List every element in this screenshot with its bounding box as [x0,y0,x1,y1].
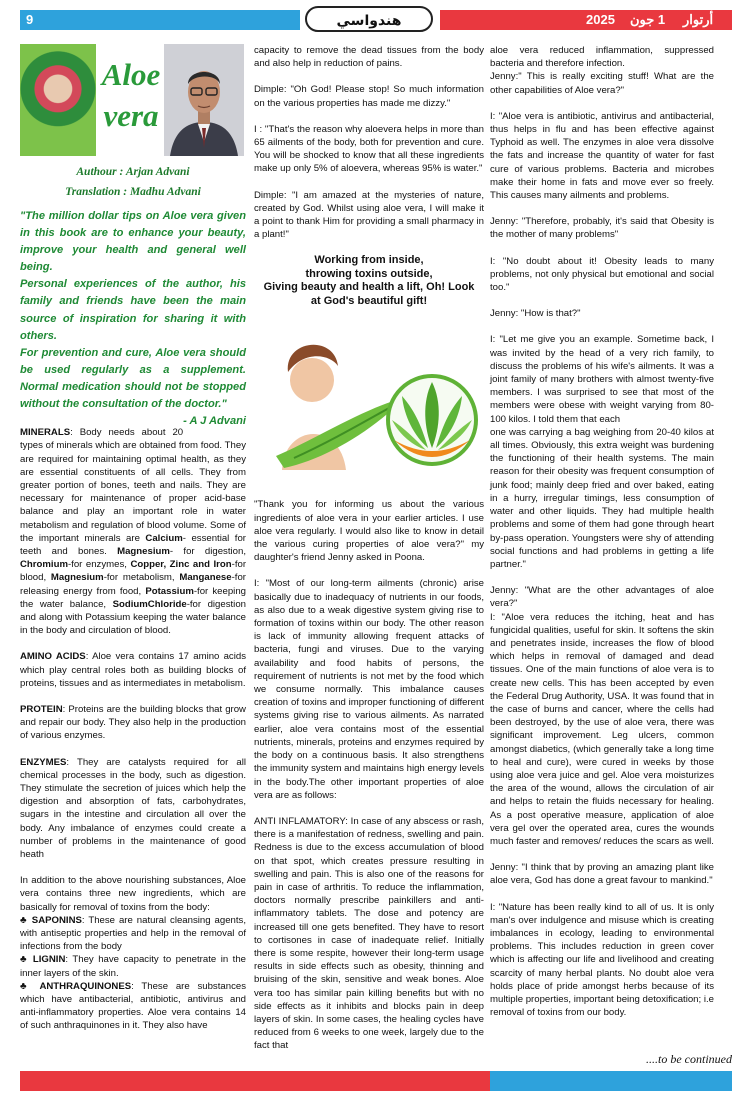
col3-paragraph: I: "No doubt about it! Obesity leads to many problems, not only physical but emotional and social too." [490,255,714,294]
page-header [0,0,750,42]
aloe-flower-photo [20,44,96,156]
aloe-illustration [254,320,484,480]
addition-paragraph: In addition to the above nourishing substances, Aloe vera contains three new ingredients, which are basically for removal of toxins from the body: [20,875,246,913]
col3-paragraph: I: "Aloe vera reduces the itching, heat and has fungicidal qualities, useful for skin. It softens the skin and penetrates inside, increases the flow of blood which helps in removal of damaged and dead tissues. One of the main functions of aloe vera is to create new cells. This has been accepted by even the Federal Drug Authority, USA. It was found that in the case of burns and cancer, where the cells had been destroyed, by the use of aloe vera, there was significant improvement. Leg ulcers, common amongst diabetics, (which generally take a long time to heal and cure), were cured in weeks by those using aloe vera juice and gel. Aloe vera moisturizes the area of the wound, allows the circulation of air and helps to retain the fluids necessary for healing. As a post operative measure, application of aloe vera gel over the operated area, cures the wounds much faster and removes/ reduces the scars as well. [490,611,714,847]
article-title [100,54,162,136]
col3-paragraph: aloe vera reduced inflammation, suppressed bacteria and therefore infection. [490,45,714,70]
quote-signature: - A J Advani [183,415,246,428]
col2-paragraph: capacity to remove the dead tissues from the body and also help in reduction of pains. [254,45,484,70]
col2-paragraph: ANTI INFLAMATORY: In case of any abscess or rash, there is a manifestation of redness, swelling and pain. Redness is due to the excess accumulation of blood on that spot, which creates pressure resulting in swelling and pain. This is also one of the reasons for pain in case of arthritis. To reduce the inflammation, doctors normally prescribe painkillers and anti-inflammatory tablets. The dose and potency are increased till one gets benefited. They have to resort to cortisones in case of inadequate relief. Initially there is some respite, however their long-term usage results in side effects such as obesity, thinning and bruising of the skin, sensitive and weak bones. Aloe vera too has similar pain killing benefits but with no side effects as it inhibits and blocks pain in deep layers of skin. In some cases, the healing cycles have reduced from 6 weeks to one week, largely due to the fact that [254,815,484,1052]
col3-paragraph: I: "Aloe vera is antibiotic, antivirus and antibacterial, thus helps in flu and has been effective against Typhoid as well. The enzymes in aloe vera dissolve the fats and increase the quantity of water for fast cure of various problems. Bacteria and microbes make their home in fats and move ever so freely. This causes many ailments and problems. [490,110,714,202]
club-bullet-icon: ♣ [20,980,32,992]
header-bar-left [20,10,300,30]
protein-paragraph: PROTEIN: Proteins are the building blocks that grow and repair our body. They also help in the production of various enzymes. [20,703,246,742]
footer-bar-left [20,1071,490,1091]
col2-paragraph: I : "That's the reason why aloevera helps in more than 65 ailments of the body, both for prevention and cure. You will be shocked to know that all these ingredients make up only 5% of aloevera, whereas 95% is water." [254,123,484,175]
header-day-month: 1 جون [630,12,666,27]
col3-paragraph: Jenny: "I think that by proving an amazing plant like aloe vera, God has done a great favour to mankind." [490,862,714,887]
col3-paragraph: Jenny:" This is really exciting stuff! What are the other capabilities of Aloe vera?" [490,71,714,96]
amino-acids-paragraph: AMINO ACIDS: Aloe vera contains 17 amino acids which play central roles both as building blocks of proteins, tissues and as intermediates in metabolism. [20,651,246,689]
col2-paragraph: I: "Most of our long-term ailments (chronic) arise basically due to inadequacy of nutrients in our foods, as also due to a weak digestive system giving rise to formation of toxins within our body. The other reason is lack of immunity allowing frequent attacks of bacteria, fungi and viruses. Due to the varying availability and food habits of persons, the requirement of nutrients is not met by the food which we consume normally. This imbalance causes creation of toxins and improper functioning of different systems giving rise to various ailments. As narrated earlier, aloe vera contains most of the essential nutrients, minerals, proteins and enzymes required by the body on a continuous basis. It also strengthens the immunity system and maintains high energy levels in the body.The other important properties of aloe vera are as follows: [254,578,484,801]
newspaper-logo: هندواسي [305,6,433,32]
author-line: Authour : Arjan Advani [76,166,190,178]
col3-paragraph: I: "Nature has been really kind to all of us. It is only man's over indulgence and misuse which is creating imbalances in ecology, leading to environmental problems. This includes reduction in green cover which is affecting our life and livelihood and creating scarcity of many herbal plants. No doubt aloe vera holds place of pride amongst herbs because of its multiple properties, important being detoxification; i.e removal of toxins from our body. [490,901,714,1019]
intro-quote-3: For prevention and cure, Aloe vera should be used regularly as a supplement. Normal medication should not be stopped without the consultation of the doctor." - A J Advani [20,345,246,413]
pull-headline: Working from inside, throwing toxins outside, Giving beauty and health a lift, Oh! Look at God's beautiful gift! [263,254,475,307]
lignin-item: ♣ LIGNIN: They have capacity to penetrate in the inner layers of the skin. [20,954,246,979]
page-number: 9 [26,12,34,27]
title-line-2: vera [103,98,159,133]
title-line-1: Aloe [101,57,161,92]
header-weekday: أرتوار [683,12,714,27]
woman-aloe-leaf-icon [254,320,484,480]
translator-line: Translation : Madhu Advani [65,186,201,198]
col3-paragraph: Jenny: "What are the other advantages of aloe vera?" [490,585,714,610]
minerals-paragraph: MINERALS: Body needs about 20 types of minerals which are obtained from food. They are required for maintaining optimal health, as they are essential constituents of all cells. They from greater portion of bones, teeth and nails. They are necessary for maintenance of proper acid-base balance and play an important role in water metabolism and regulation of blood volume. Some of the important minerals are Calcium- essential for teeth and bones. Magnesium- for digestion, Chromium-for enzymes, Copper, Zinc and Iron-for blood, Magnesium-for metabolism, Manganese-for releasing energy from food, Potassium-for keeping the water balance, SodiumChloride-for digestion and along with Potassium keeping the water balance in the body and circulation of blood. [20,427,247,637]
col2-paragraph: Dimple: "Oh God! Please stop! So much information on the various properties has made me dizzy." [254,84,484,109]
club-bullet-icon: ♣ [20,914,28,926]
saponins-item: ♣ SAPONINS: These are natural cleansing agents, with antiseptic properties and help in the removal of infections from the body [20,914,246,953]
column-2 [254,44,484,1066]
col3-paragraph: I: "Let me give you an example. Sometime back, I was invited by the head of a very rich family, to discuss the problems of his wife's ailments. It was a joint family of many brothers with almost twenty-five members. I was surprised to see that most of the members were obese with weight varying from 80-100 kilos. I told them that each [490,334,714,425]
col2-paragraph: Dimple: "I am amazed at the mysteries of nature, created by God. Whilst using aloe vera, I will make it a point to thank Him for providing a small pharmacy in a plant!" [254,189,484,241]
anthraquinones-item: ♣ ANTHRAQUINONES: These are substances which have antibacterial, antibiotic, antivirus and anti-inflammatory properties. Aloe vera contains 14 of such anthraquinones in it. They also have [20,980,246,1032]
col2-paragraph: "Thank you for informing us about the various ingredients of aloe vera in your earlier articles. I use aloe vera regularly. I would also like to know in detail the various curing properties of aloe vera?" my daughter's friend Jenny asked in Poona. [254,499,484,564]
club-bullet-icon: ♣ [20,954,29,966]
to-be-continued: ....to be continued [646,1052,732,1066]
header-year: 2025 [586,12,615,27]
credits [20,162,246,202]
enzymes-paragraph: ENZYMES: They are catalysts required for all chemical processes in the body, such as digestion. They stimulate the secretion of juices which help the digestion and absorption of fats, carbohydrates, sugars in the intestine and circulation all over the body. Any imbalance of enzymes could create a number of problems in the maintenance of good heath [20,756,246,861]
col3-paragraph: Jenny: "Therefore, probably, it's said that Obesity is the mother of many problems" [490,216,714,241]
footer-bar-right [490,1071,732,1091]
intro-quote-1: "The million dollar tips on Aloe vera given in this book are to enhance your beauty, improve your health and general well being. [20,210,246,274]
intro-quote-2: Personal experiences of the author, his family and friends have been the main source of inspiration for sharing it with others. [20,278,246,342]
column-1 [20,44,246,1033]
author-portrait [164,44,244,156]
column-3 [490,44,714,1032]
col3-paragraph: Jenny: "How is that?" [490,308,581,320]
col3-paragraph: one was carrying a bag weighing from 20-40 kilos at all times. Obviously, this extra weight was burdening the functioning of their health systems. The main reason for their obesity was frequent consumption of junk food; mainly deep fried and over baked, eating in a hurry, irregular timings, less consumption of water and other liquids. They had multiple health problems and some of them had gone through heart by-pass operation. Youngsters were shy of attending social functions and had problems in getting a life partner." [490,426,714,570]
title-block [20,44,246,162]
